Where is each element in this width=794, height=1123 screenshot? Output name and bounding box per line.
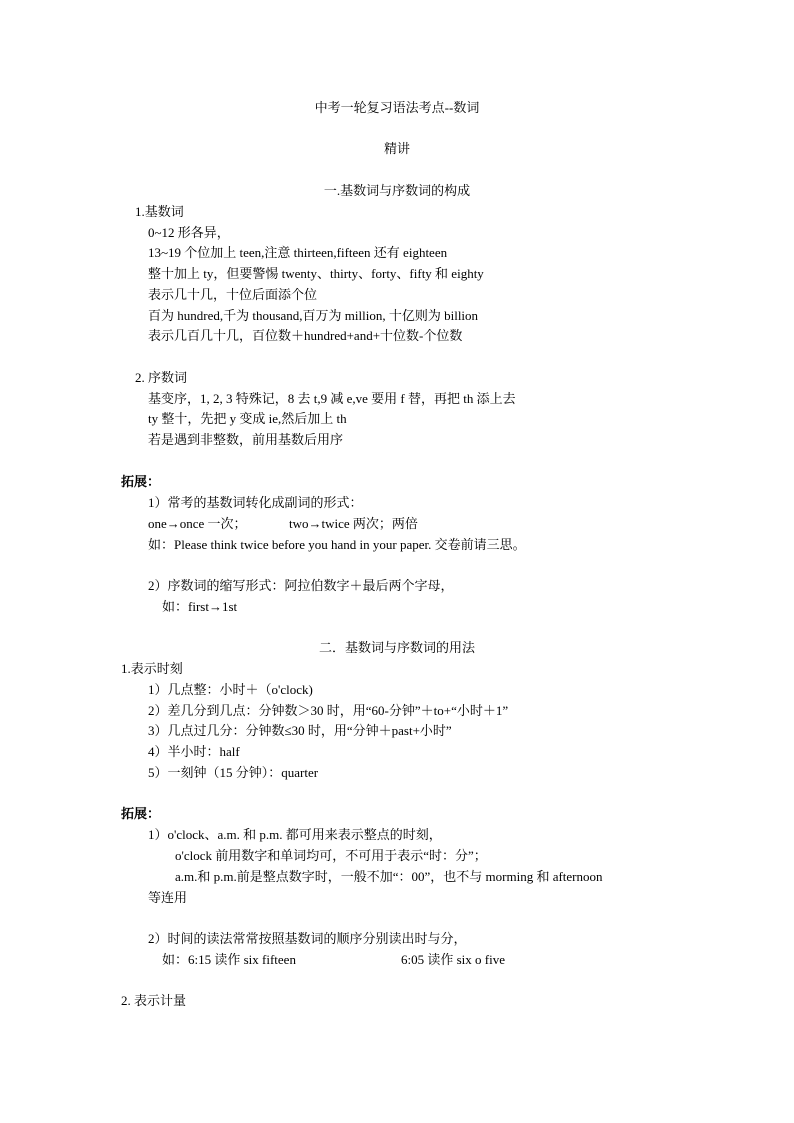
cardinal-line: 0~12 形各异， bbox=[148, 225, 230, 240]
extension-example: 如：Please think twice before you hand in your paper. 交卷前请三思。 bbox=[148, 537, 526, 552]
extension-item: 2）序数词的缩写形式：阿拉伯数字＋最后两个字母， bbox=[148, 578, 454, 593]
extension-example: two→twice 两次；两倍 bbox=[289, 516, 418, 531]
extension-item-line: o'clock 前用数字和单词均可，不可用于表示“时：分”； bbox=[175, 848, 487, 863]
time-line: 1）几点整：小时＋（o'clock) bbox=[148, 682, 313, 697]
time-line: 5）一刻钟（15 分钟）：quarter bbox=[148, 765, 319, 780]
time-label: 1.表示时刻 bbox=[121, 661, 183, 676]
cardinal-line: 百为 hundred,千为 thousand,百万为 million, 十亿则为 billion bbox=[148, 308, 479, 323]
measure-label: 2. 表示计量 bbox=[121, 993, 187, 1008]
cardinal-line: 表示几十几，十位后面添个位 bbox=[148, 287, 318, 302]
extension-item: 2）时间的读法常常按照基数词的顺序分别读出时与分， bbox=[148, 931, 467, 946]
document-title: 中考一轮复习语法考点--数词 bbox=[314, 100, 480, 115]
extension-example: 如：6:15 读作 six fifteen bbox=[162, 952, 296, 967]
extension-example: 6:05 读作 six o five bbox=[401, 952, 505, 967]
cardinal-line: 表示几百几十几，百位数＋hundred+and+十位数-个位数 bbox=[148, 328, 463, 343]
time-line: 4）半小时：half bbox=[148, 744, 240, 759]
extension-item: 1）常考的基数词转化成副词的形式： bbox=[148, 495, 363, 510]
extension-item-line: a.m.和 p.m.前是整点数字时，一般不加“：00”，也不与 morming 和 afternoon bbox=[175, 869, 603, 884]
extension-item-line: 等连用 bbox=[148, 890, 188, 905]
ordinal-line: 基变序，1, 2, 3 特殊记，8 去 t,9 减 e,ve 要用 f 替，再把 th 添上去 bbox=[148, 391, 516, 406]
ordinal-line: 若是遇到非整数，前用基数后用序 bbox=[148, 432, 344, 447]
time-line: 2）差几分到几点：分钟数＞30 时，用“60-分钟”＋to+“小时＋1” bbox=[148, 703, 509, 718]
cardinal-line: 整十加上 ty，但要警惕 twenty、thirty、forty、fifty 和 eighty bbox=[148, 266, 484, 281]
extension-label: 拓展： bbox=[121, 474, 161, 489]
time-line: 3）几点过几分：分钟数≤30 时，用“分钟＋past+小时” bbox=[148, 723, 452, 738]
extension-example: one→once 一次； bbox=[148, 516, 247, 531]
cardinal-label: 1.基数词 bbox=[135, 204, 184, 219]
ordinal-label: 2. 序数词 bbox=[135, 370, 188, 385]
extension-example: 如：first→1st bbox=[162, 599, 238, 614]
section2-heading: 二．基数词与序数词的用法 bbox=[318, 640, 475, 655]
section1-heading: 一.基数词与序数词的构成 bbox=[323, 183, 471, 198]
document-subtitle: 精讲 bbox=[383, 141, 410, 156]
cardinal-line: 13~19 个位加上 teen,注意 thirteen,fifteen 还有 eighteen bbox=[148, 245, 448, 260]
extension-item: 1）o'clock、a.m. 和 p.m. 都可用来表示整点的时刻， bbox=[148, 827, 442, 842]
extension-label: 拓展： bbox=[121, 806, 161, 821]
ordinal-line: ty 整十，先把 y 变成 ie,然后加上 th bbox=[148, 411, 347, 426]
